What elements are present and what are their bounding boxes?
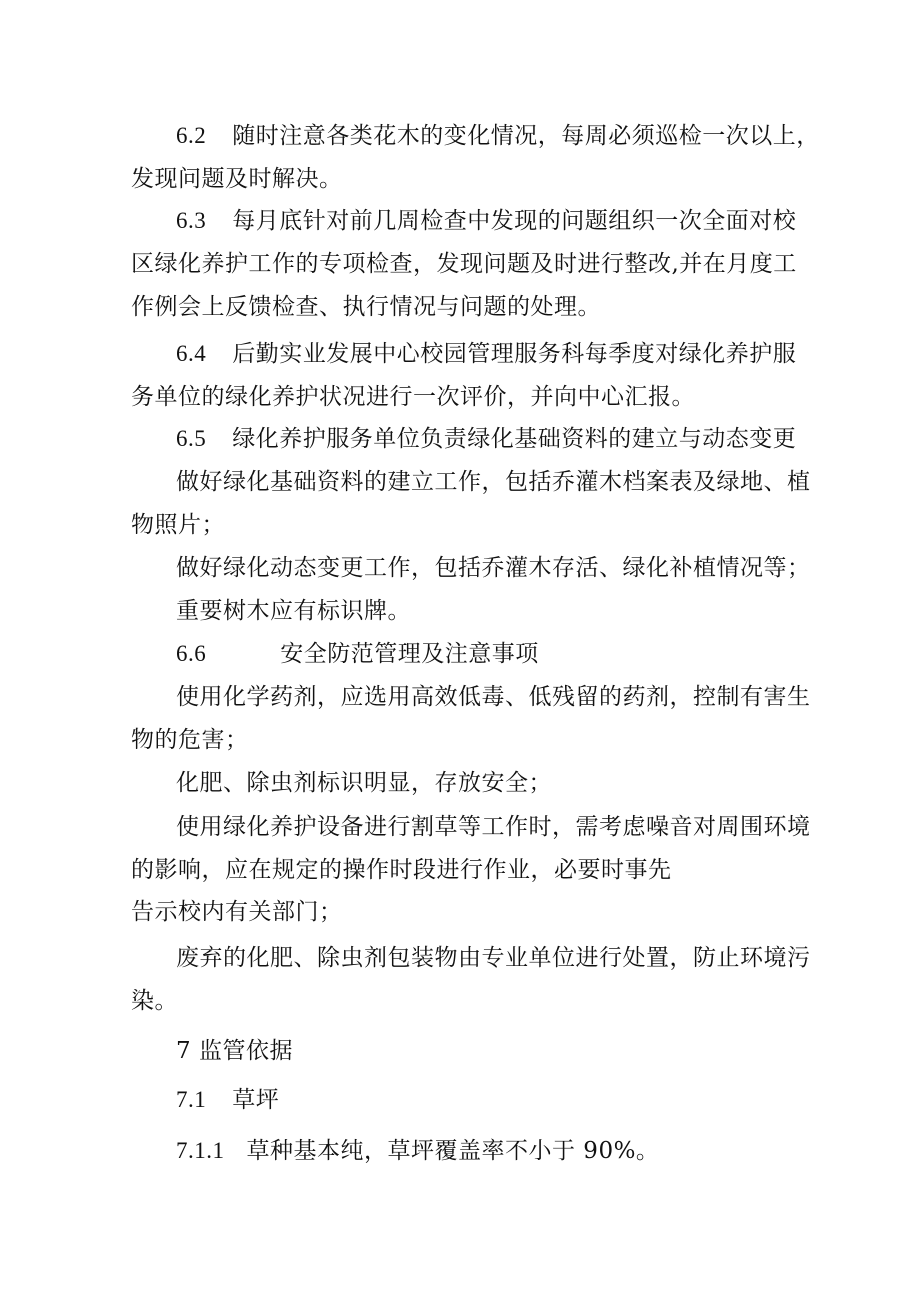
- section-6-4-line-1: [176, 339, 796, 369]
- section-number: 6.4: [176, 341, 207, 366]
- section-number: 7.1: [176, 1087, 207, 1112]
- section-6-2-line-1: [176, 121, 820, 151]
- section-6-3-line-3: 作例会上反馈检查、执行情况与问题的处理。: [131, 294, 601, 320]
- paragraph-text: 后勤实业发展中心校园管理服务科每季度对绿化养护服: [232, 341, 797, 367]
- section-7-1-heading: [176, 1085, 279, 1115]
- section-title: 草坪: [232, 1087, 280, 1113]
- section-number: 6.3: [176, 208, 207, 233]
- paragraph-text: 随时注意各类花木的变化情况，每周必须巡检一次以上，: [232, 123, 820, 149]
- section-title: 安全防范管理及注意事项: [280, 641, 539, 667]
- section-number: 7.1.1: [176, 1138, 225, 1163]
- paragraph-text: 绿化养护服务单位负责绿化基础资料的建立与动态变更: [232, 426, 797, 452]
- section-6-5-para-3-line-1: 重要树木应有标识牌。: [176, 598, 411, 624]
- section-number: 6.2: [176, 123, 207, 148]
- section-7-1-1-line-1: [176, 1136, 659, 1166]
- section-6-5-para-1-line-2: 物照片；: [131, 512, 225, 538]
- section-number: 6.6: [176, 641, 207, 666]
- section-6-6-para-3-line-1: 使用绿化养护设备进行割草等工作时，需考虑噪音对周围环境: [176, 814, 811, 840]
- section-6-5-para-2-line-1: 做好绿化动态变更工作，包括乔灌木存活、绿化补植情况等；: [176, 555, 811, 581]
- section-number: 6.5: [176, 426, 207, 451]
- paragraph-text: 草种基本纯，草坪覆盖率不小于 90%。: [246, 1138, 660, 1164]
- section-6-6-para-2-line-1: 化肥、除虫剂标识明显，存放安全；: [176, 770, 552, 796]
- section-6-6-para-3-line-3: 告示校内有关部门；: [131, 899, 343, 925]
- section-6-6-para-1-line-1: 使用化学药剂，应选用高效低毒、低残留的药剂，控制有害生: [176, 684, 811, 710]
- paragraph-text: 每月底针对前几周检查中发现的问题组织一次全面对校: [232, 208, 797, 234]
- section-6-6-para-3-line-2: 的影响，应在规定的操作时段进行作业，必要时事先: [131, 857, 672, 883]
- section-6-4-line-2: 务单位的绿化养护状况进行一次评价，并向中心汇报。: [131, 384, 695, 410]
- section-6-5-para-1-line-1: 做好绿化基础资料的建立工作，包括乔灌木档案表及绿地、植: [176, 469, 811, 495]
- section-6-6-para-1-line-2: 物的危害；: [131, 727, 249, 753]
- section-6-2-line-2: 发现问题及时解决。: [131, 166, 343, 192]
- section-6-5-line-1: [176, 424, 796, 454]
- section-7-heading: 7 监管依据: [176, 1038, 293, 1064]
- section-6-6-para-4-line-2: 染。: [131, 988, 178, 1014]
- section-6-3-line-1: [176, 206, 796, 236]
- section-6-6-para-4-line-1: 废弃的化肥、除虫剂包装物由专业单位进行处置，防止环境污: [176, 945, 811, 971]
- section-6-6-heading: [176, 639, 539, 669]
- section-6-3-line-2: 区绿化养护工作的专项检查，发现问题及时进行整改,并在月度工: [131, 251, 797, 277]
